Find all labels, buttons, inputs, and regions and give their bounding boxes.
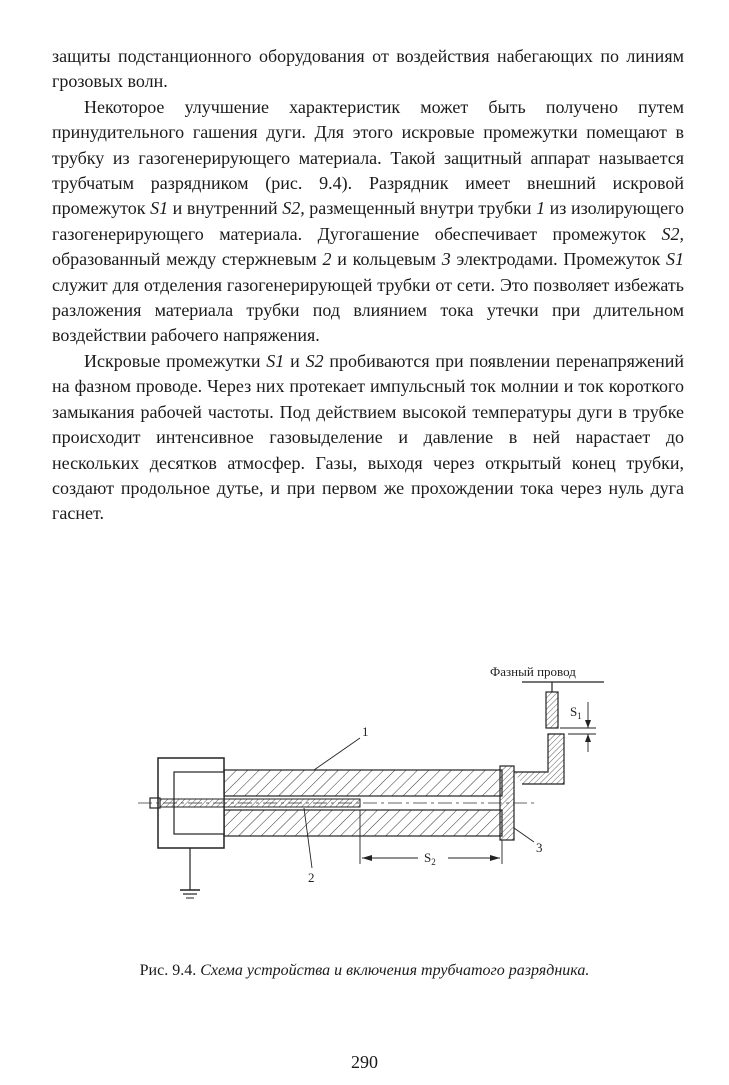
body-text [52, 44, 684, 527]
italic-term: S2, [661, 223, 684, 244]
italic-term: S2, [282, 198, 305, 219]
paragraph-text: пробиваются при появлении перенапряжений на фазном проводе. Через них протекает импульсный ток молнии и ток короткого замыкания рабочей частоты. Под действием высокой температуры дуги в трубке происходит интенсивное газовыделение и давление в ней нарастает до нескольких десятков атмосфер. Газы, выходя через открытый конец трубки, создают продольное дутье, и при первом же прохождении тока через нуль дуга гаснет. [52, 350, 685, 524]
paragraph-text: и кольцевым [331, 249, 442, 270]
s2-label: $S_2$ [424, 850, 436, 867]
italic-term: 3 [441, 249, 451, 270]
italic-term: 2 [322, 249, 332, 270]
paragraph-text: Некоторое улучшение характеристик может быть получено путем принудительного гашения дуги. Для этого искровые промежутки помещают в трубку из газогенерирующего материала. Такой защитный аппарат называется трубчатым разрядником (рис. 9.4). Разрядник имеет внешний искровой промежуток [52, 96, 684, 219]
part-3-label: 3 [536, 840, 543, 855]
paragraph-text: электродами. Промежуток [450, 249, 667, 270]
italic-term: S1 [266, 350, 285, 371]
ground-connection [180, 848, 200, 898]
phase-electrode-bracket [514, 682, 604, 784]
paragraph-text: из изолирующего газогенерирующего материала. Дугогашение обеспечивает промежуток [52, 198, 684, 244]
paragraph [52, 349, 684, 527]
figure-caption [0, 962, 729, 980]
paragraph [52, 95, 684, 349]
arrester-diagram [118, 662, 638, 912]
phase-wire-label: Фазный провод [490, 664, 576, 679]
paragraph-text: защиты подстанционного оборудования от воздействия набегающих по линиям грозовых волн. [52, 46, 684, 92]
paragraph-text: размещенный внутри трубки [304, 198, 537, 219]
part-2-label: 2 [308, 870, 315, 885]
italic-term: S2 [305, 350, 324, 371]
page-number: 290 [351, 1052, 378, 1072]
paragraph-text: служит для отделения газогенерирующей трубки от сети. Это позволяет избежать разложения материала трубки под влиянием тока утечки при длительном воздействии рабочего напряжения. [52, 274, 684, 346]
italic-term: S1 [150, 198, 169, 219]
paragraph-text: Искровые промежутки [84, 350, 267, 371]
caption-text: Схема устройства и включения трубчатого разрядника. [200, 962, 590, 979]
italic-term: S1 [666, 249, 685, 270]
paragraph-text: и [284, 350, 306, 371]
leader-line-3 [514, 828, 534, 842]
paragraph-text: образованный между стержневым [52, 249, 323, 270]
s1-dimension [560, 702, 596, 752]
part-1-label: 1 [362, 724, 369, 739]
arrester-diagram-svg [118, 662, 638, 912]
italic-term: 1 [536, 198, 546, 219]
s1-label: $S_1$ [570, 704, 582, 721]
caption-prefix: Рис. 9.4. [139, 962, 201, 979]
paragraph [52, 44, 684, 95]
leader-line-1 [314, 738, 360, 770]
paragraph-text: и внутренний [168, 198, 283, 219]
